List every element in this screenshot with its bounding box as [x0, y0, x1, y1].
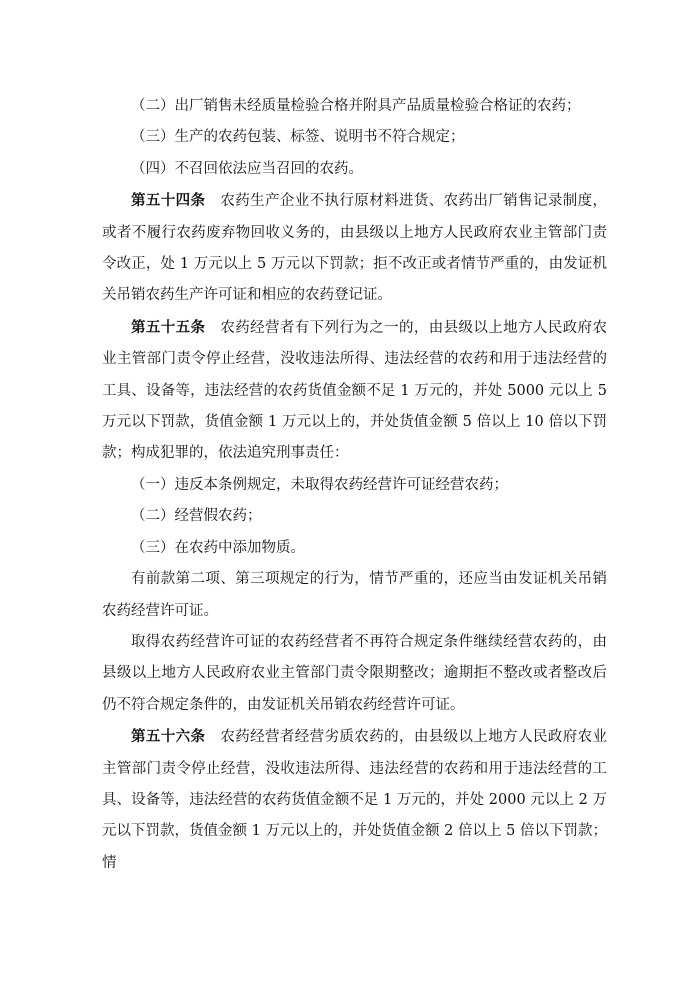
paragraph-text: 农药生产企业不执行原材料进货、农药出厂销售记录制度，或者不履行农药废弃物回收义务的，由县级以上地方人民政府农业主管部门责令改正，处 1 万元以上 5 万元以下罚款；拒不改正或者情节严重的，由发证机关吊销农药生产许可证和相应的农药登记证。: [102, 193, 607, 304]
paragraph-text: （三）在农药中添加物质。: [131, 539, 305, 556]
paragraph: [102, 122, 607, 153]
article-number: 第五十六条: [131, 728, 206, 746]
paragraph-text: 农药经营者经营劣质农药的，由县级以上地方人民政府农业主管部门责令停止经营，没收违法所得、违法经营的农药和用于违法经营的工具、设备等，违法经营的农药货值金额不足 1 万元的，并处 2000 元以上 2 万元以下罚款，货值金额 1 万元以上的，并处货值金额 2 倍以上 5 倍以下罚款；情: [102, 729, 607, 871]
paragraph-text: 有前款第二项、第三项规定的行为，情节严重的，还应当由发证机关吊销农药经营许可证。: [102, 571, 607, 619]
paragraph: [102, 564, 607, 627]
paragraph: [102, 501, 607, 532]
document-body: [102, 91, 607, 879]
paragraph-text: （二）经营假农药；: [131, 508, 262, 525]
paragraph-text: （四）不召回依法应当召回的农药。: [131, 160, 363, 177]
paragraph-text: （三）生产的农药包装、标签、说明书不符合规定；: [131, 129, 465, 146]
paragraph: [102, 154, 607, 185]
paragraph: [102, 627, 607, 721]
article-paragraph: [102, 185, 607, 312]
paragraph-text: （一）违反本条例规定，未取得农药经营许可证经营农药；: [131, 476, 508, 493]
paragraph: [102, 533, 607, 564]
article-paragraph: [102, 312, 607, 470]
paragraph: [102, 470, 607, 501]
paragraph: [102, 91, 607, 122]
paragraph-text: 取得农药经营许可证的农药经营者不再符合规定条件继续经营农药的，由县级以上地方人民政府农业主管部门责令限期整改；逾期拒不整改或者整改后仍不符合规定条件的，由发证机关吊销农药经营许可证。: [102, 633, 607, 713]
article-paragraph: [102, 721, 607, 879]
article-number: 第五十五条: [131, 318, 206, 336]
paragraph-text: （二）出厂销售未经质量检验合格并附具产品质量检验合格证的农药；: [131, 98, 581, 114]
paragraph-text: 农药经营者有下列行为之一的，由县级以上地方人民政府农业主管部门责令停止经营，没收违法所得、违法经营的农药和用于违法经营的工具、设备等，违法经营的农药货值金额不足 1 万元的，并处 5000 元以上 5 万元以下罚款，货值金额 1 万元以上的，并处货值金额 5 倍以上 10 倍以下罚款；构成犯罪的，依法追究刑事责任：: [102, 319, 607, 462]
article-number: 第五十四条: [131, 192, 206, 210]
